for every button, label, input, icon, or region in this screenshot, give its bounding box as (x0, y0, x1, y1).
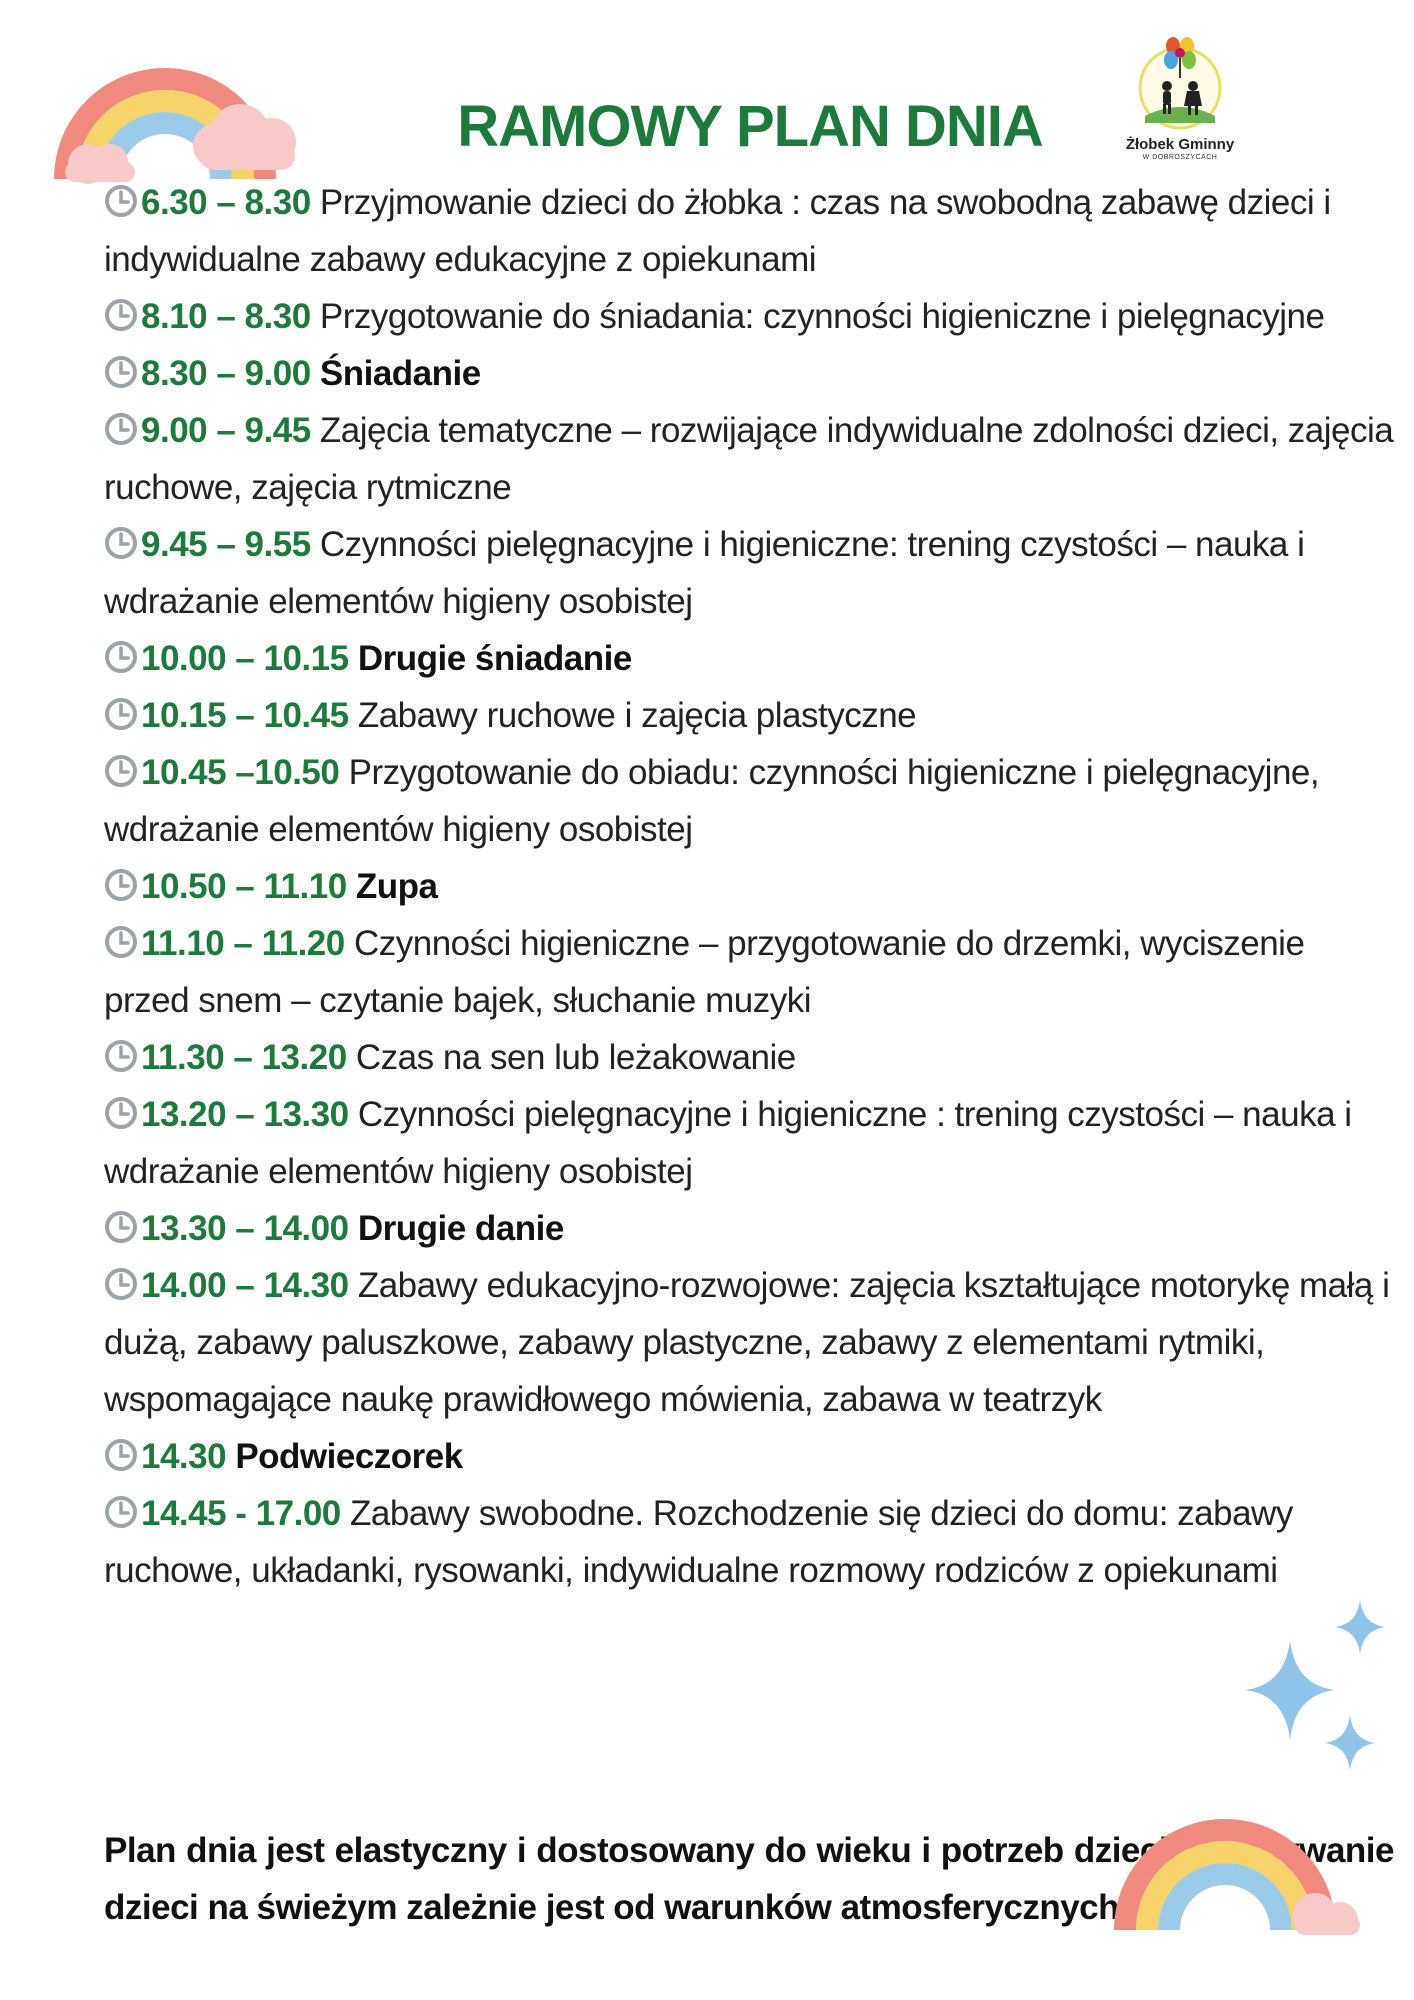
logo-subtitle: W DOBROSZYCACH (1142, 154, 1218, 161)
schedule-entry (104, 1428, 1394, 1485)
entry-description: Drugie śniadanie (348, 639, 632, 678)
logo-emblem-icon (1125, 28, 1235, 138)
schedule-entry (104, 174, 1394, 288)
schedule-entry (104, 516, 1394, 630)
schedule-list (104, 174, 1394, 1599)
entry-description: Przygotowanie do obiadu: czynności higieniczne i pielęgnacyjne, wdrażanie elementów higieny osobistej (104, 753, 1320, 849)
schedule-entry (104, 630, 1394, 687)
clock-icon (104, 925, 138, 959)
entry-description: Podwieczorek (226, 1437, 463, 1476)
schedule-entry (104, 1029, 1394, 1086)
entry-time: 14.30 (141, 1437, 227, 1476)
entry-description: Śniadanie (310, 354, 481, 393)
clock-icon (104, 640, 138, 674)
clock-icon (104, 1039, 138, 1073)
entry-description: Przygotowanie do śniadania: czynności higieniczne i pielęgnacyjne (310, 297, 1325, 336)
entry-description: Czynności pielęgnacyjne i higieniczne: trening czystości – nauka i wdrażanie elementów higieny osobistej (104, 525, 1305, 621)
schedule-entry (104, 1257, 1394, 1428)
entry-time: 9.45 – 9.55 (141, 525, 311, 564)
entry-description: Czynności pielęgnacyjne i higieniczne : trening czystości – nauka i wdrażanie elementów higieny osobistej (104, 1095, 1352, 1191)
entry-description: Zabawy ruchowe i zajęcia plastyczne (348, 696, 917, 735)
clock-icon (104, 184, 138, 218)
clock-icon (104, 412, 138, 446)
entry-time: 11.30 – 13.20 (141, 1038, 347, 1077)
entry-time: 8.30 – 9.00 (141, 354, 311, 393)
entry-time: 11.10 – 11.20 (141, 924, 345, 963)
schedule-entry (104, 1200, 1394, 1257)
clock-icon (104, 1438, 138, 1472)
clock-icon (104, 697, 138, 731)
entry-description: Zupa (346, 867, 438, 906)
entry-description: Przyjmowanie dzieci do żłobka : czas na swobodną zabawę dzieci i indywidualne zabawy edukacyjne z opiekunami (104, 183, 1331, 279)
rainbow-icon (40, 14, 300, 184)
entry-description: Czas na sen lub leżakowanie (346, 1038, 796, 1077)
entry-time: 6.30 – 8.30 (141, 183, 311, 222)
clock-icon (104, 1495, 138, 1529)
entry-time: 10.00 – 10.15 (141, 639, 349, 678)
nursery-logo (1110, 28, 1250, 178)
clock-icon (104, 868, 138, 902)
schedule-entry (104, 345, 1394, 402)
clock-icon (104, 1096, 138, 1130)
rainbow-icon (1100, 1765, 1360, 1935)
entry-time: 14.45 - 17.00 (141, 1494, 341, 1533)
plan-note: Plan dnia jest elastyczny i dostosowany do wieku i potrzeb dzieci. Przebywanie dzieci na świeżym zależnie jest od warunków atmosferycznych. (104, 1831, 1394, 1927)
entry-time: 9.00 – 9.45 (141, 411, 311, 450)
clock-icon (104, 526, 138, 560)
schedule-entry (104, 915, 1394, 1029)
entry-description: Czynności higieniczne – przygotowanie do drzemki, wyciszenie przed snem – czytanie bajek, słuchanie muzyki (104, 924, 1305, 1020)
entry-description: Zabawy swobodne. Rozchodzenie się dzieci do domu: zabawy ruchowe, układanki, rysowanki, indywidualne rozmowy rodziców z opiekunami (104, 1494, 1293, 1590)
entry-time: 10.45 –10.50 (141, 753, 340, 792)
clock-icon (104, 1210, 138, 1244)
cloud-icon (1293, 1893, 1360, 1935)
entry-time: 8.10 – 8.30 (141, 297, 311, 336)
schedule-entry (104, 288, 1394, 345)
entry-time: 10.50 – 11.10 (141, 867, 347, 906)
entry-time: 14.00 – 14.30 (141, 1266, 349, 1305)
schedule-entry (104, 402, 1394, 516)
schedule-entry (104, 687, 1394, 744)
schedule-entry (104, 1086, 1394, 1200)
logo-name: Żłobek Gminny (1125, 136, 1235, 153)
entry-description: Zabawy edukacyjno-rozwojowe: zajęcia kształtujące motorykę małą i dużą, zabawy paluszkowe, zabawy plastyczne, zabawy z elementami rytmiki, wspomagające naukę prawidłowego mówienia, zabawa w teatrzyk (104, 1266, 1390, 1419)
entry-time: 10.15 – 10.45 (141, 696, 349, 735)
page-title: RAMOWY PLAN DNIA (457, 94, 1043, 159)
entry-description: Zajęcia tematyczne – rozwijające indywidualne zdolności dzieci, zajęcia ruchowe, zajęcia rytmiczne (104, 411, 1394, 507)
entry-description: Drugie danie (348, 1209, 564, 1248)
schedule-entry (104, 1485, 1394, 1599)
clock-icon (104, 355, 138, 389)
clock-icon (104, 298, 138, 332)
entry-time: 13.30 – 14.00 (141, 1209, 349, 1248)
entry-time: 13.20 – 13.30 (141, 1095, 349, 1134)
schedule-entry (104, 744, 1394, 858)
schedule-entry (104, 858, 1394, 915)
clock-icon (104, 1267, 138, 1301)
clock-icon (104, 754, 138, 788)
